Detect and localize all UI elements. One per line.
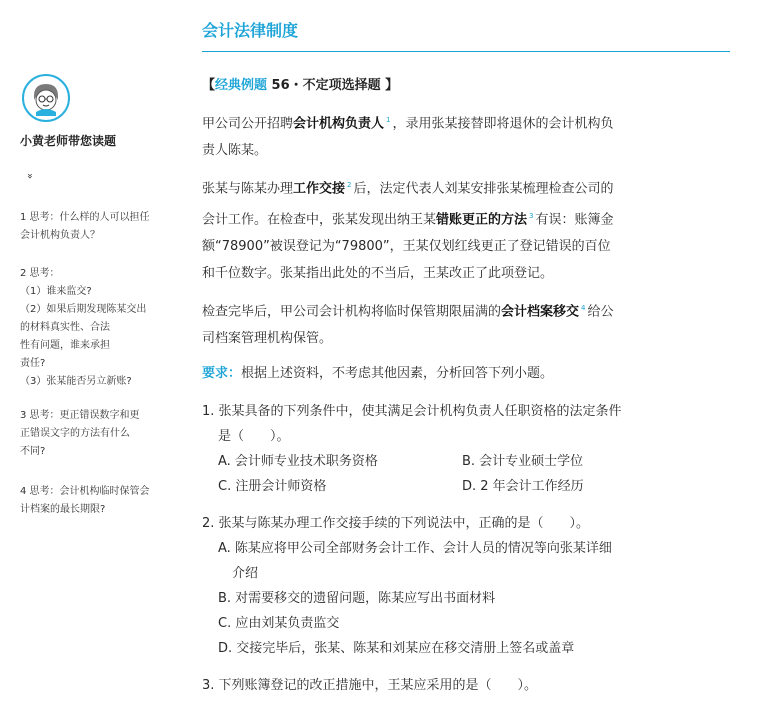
paragraph-3 bbox=[202, 295, 732, 352]
options-row bbox=[202, 474, 732, 499]
note-text: （2）如果后期发现陈某交出 bbox=[20, 304, 147, 315]
option-a[interactable]: A. 会计师专业技术职务资格 bbox=[218, 454, 378, 470]
requirement bbox=[202, 360, 732, 387]
note-ref[interactable]: 2 bbox=[347, 181, 352, 190]
note-text: 1 思考：什么样的人可以担任 bbox=[20, 212, 150, 223]
requirement-text: 根据上述资料，不考虑其他因素，分析回答下列小题。 bbox=[241, 366, 554, 382]
note-text: （1）谁来监交? bbox=[20, 286, 92, 297]
option-d[interactable]: D. 2 年会计工作经历 bbox=[462, 479, 584, 495]
option-b[interactable]: B. 对需要移交的遗留问题，陈某应写出书面材料 bbox=[218, 591, 496, 607]
example-number: 56・不定项选择题 bbox=[267, 78, 381, 93]
option-a-cont: 介绍 bbox=[232, 566, 259, 582]
requirement-label: 要求： bbox=[202, 366, 242, 382]
note-text: 计档案的最长期限? bbox=[20, 504, 106, 515]
note-text: （3）张某能否另立新账? bbox=[20, 376, 132, 387]
teacher-avatar-icon bbox=[22, 74, 70, 122]
chevron-down-icon[interactable]: » bbox=[24, 173, 35, 180]
option-c[interactable]: C. 应由刘某负责监交 bbox=[218, 616, 340, 632]
text: 张某与陈某办理 bbox=[202, 181, 294, 197]
text: 后，法定代表人刘某安排张某梳理检查公司的 bbox=[353, 181, 614, 197]
note-ref[interactable]: 3 bbox=[529, 211, 534, 220]
note-text: 3 思考：更正错误数字和更 bbox=[20, 410, 140, 421]
text: ，录用张某接替即将退休的会计机构负 bbox=[392, 116, 614, 132]
question-stem: 2. 张某与陈某办理工作交接手续的下列说法中，正确的是（ ）。 bbox=[202, 516, 590, 532]
text: 额“78900”被误登记为“79800”，王某仅划红线更正了登记错误的百位 bbox=[202, 238, 611, 254]
question-1 bbox=[202, 399, 732, 499]
question-2 bbox=[202, 511, 732, 661]
note-text: 的材料真实性、合法 bbox=[20, 322, 110, 333]
text: 司档案管理机构保管。 bbox=[202, 331, 333, 347]
note-1 bbox=[20, 209, 180, 245]
header-rule bbox=[202, 51, 730, 52]
example-label: 经典例题 bbox=[215, 78, 268, 93]
sidebar-title: 小黄老师带您读题 bbox=[20, 134, 117, 148]
question-3 bbox=[202, 673, 732, 698]
text: 责人陈某。 bbox=[202, 143, 268, 159]
question-stem: 1. 张某具备的下列条件中，使其满足会计机构负责人任职资格的法定条件 bbox=[202, 404, 622, 420]
note-ref[interactable]: 4 bbox=[581, 303, 586, 312]
sidebar bbox=[20, 74, 180, 519]
question-stem-cont: 是（ ）。 bbox=[218, 429, 290, 445]
note-4 bbox=[20, 483, 180, 519]
keyword: 错账更正的方法 bbox=[436, 211, 528, 227]
note-text: 会计机构负责人？ bbox=[20, 230, 100, 241]
main-content bbox=[202, 74, 732, 698]
note-text: 正错误文字的方法有什么 bbox=[20, 428, 130, 439]
note-text: 性有问题，谁来承担 bbox=[20, 340, 110, 351]
option-c[interactable]: C. 注册会计师资格 bbox=[218, 479, 327, 495]
question-stem: 3. 下列账簿登记的改正措施中，王某应采用的是（ ）。 bbox=[202, 678, 538, 694]
note-2 bbox=[20, 265, 180, 391]
keyword: 会计档案移交 bbox=[501, 304, 580, 320]
text: 甲公司公开招聘 bbox=[202, 116, 294, 132]
note-text: 4 思考：会计机构临时保管会 bbox=[20, 486, 150, 497]
note-text: 责任? bbox=[20, 358, 46, 369]
paragraph-2 bbox=[202, 172, 732, 287]
keyword: 会计机构负责人 bbox=[293, 116, 385, 132]
text: 和千位数字。张某指出此处的不当后，王某改正了此项登记。 bbox=[202, 265, 554, 281]
options-row bbox=[202, 449, 732, 474]
note-text: 2 思考： bbox=[20, 268, 60, 279]
text: 给公 bbox=[587, 304, 614, 320]
chapter-title: 会计法律制度 bbox=[202, 21, 299, 40]
text: 有误：账簿金 bbox=[535, 211, 614, 227]
paragraph-1 bbox=[202, 107, 732, 164]
text: 会计工作。在检查中，张某发现出纳王某 bbox=[202, 211, 437, 227]
bracket-open: 【 bbox=[202, 78, 216, 93]
option-d[interactable]: D. 交接完毕后，张某、陈某和刘某应在移交清册上签名或盖章 bbox=[218, 641, 575, 657]
bracket-close: 】 bbox=[380, 78, 399, 93]
note-text: 不同? bbox=[20, 446, 46, 457]
note-3 bbox=[20, 407, 180, 461]
text: 检查完毕后，甲公司会计机构将临时保管期限届满的 bbox=[202, 304, 502, 320]
option-b[interactable]: B. 会计专业硕士学位 bbox=[462, 454, 584, 470]
example-heading bbox=[202, 74, 732, 93]
note-ref[interactable]: 1 bbox=[386, 116, 391, 124]
keyword: 工作交接 bbox=[293, 181, 346, 197]
option-a[interactable]: A. 陈某应将甲公司全部财务会计工作、会计人员的情况等向张某详细 bbox=[218, 541, 612, 557]
